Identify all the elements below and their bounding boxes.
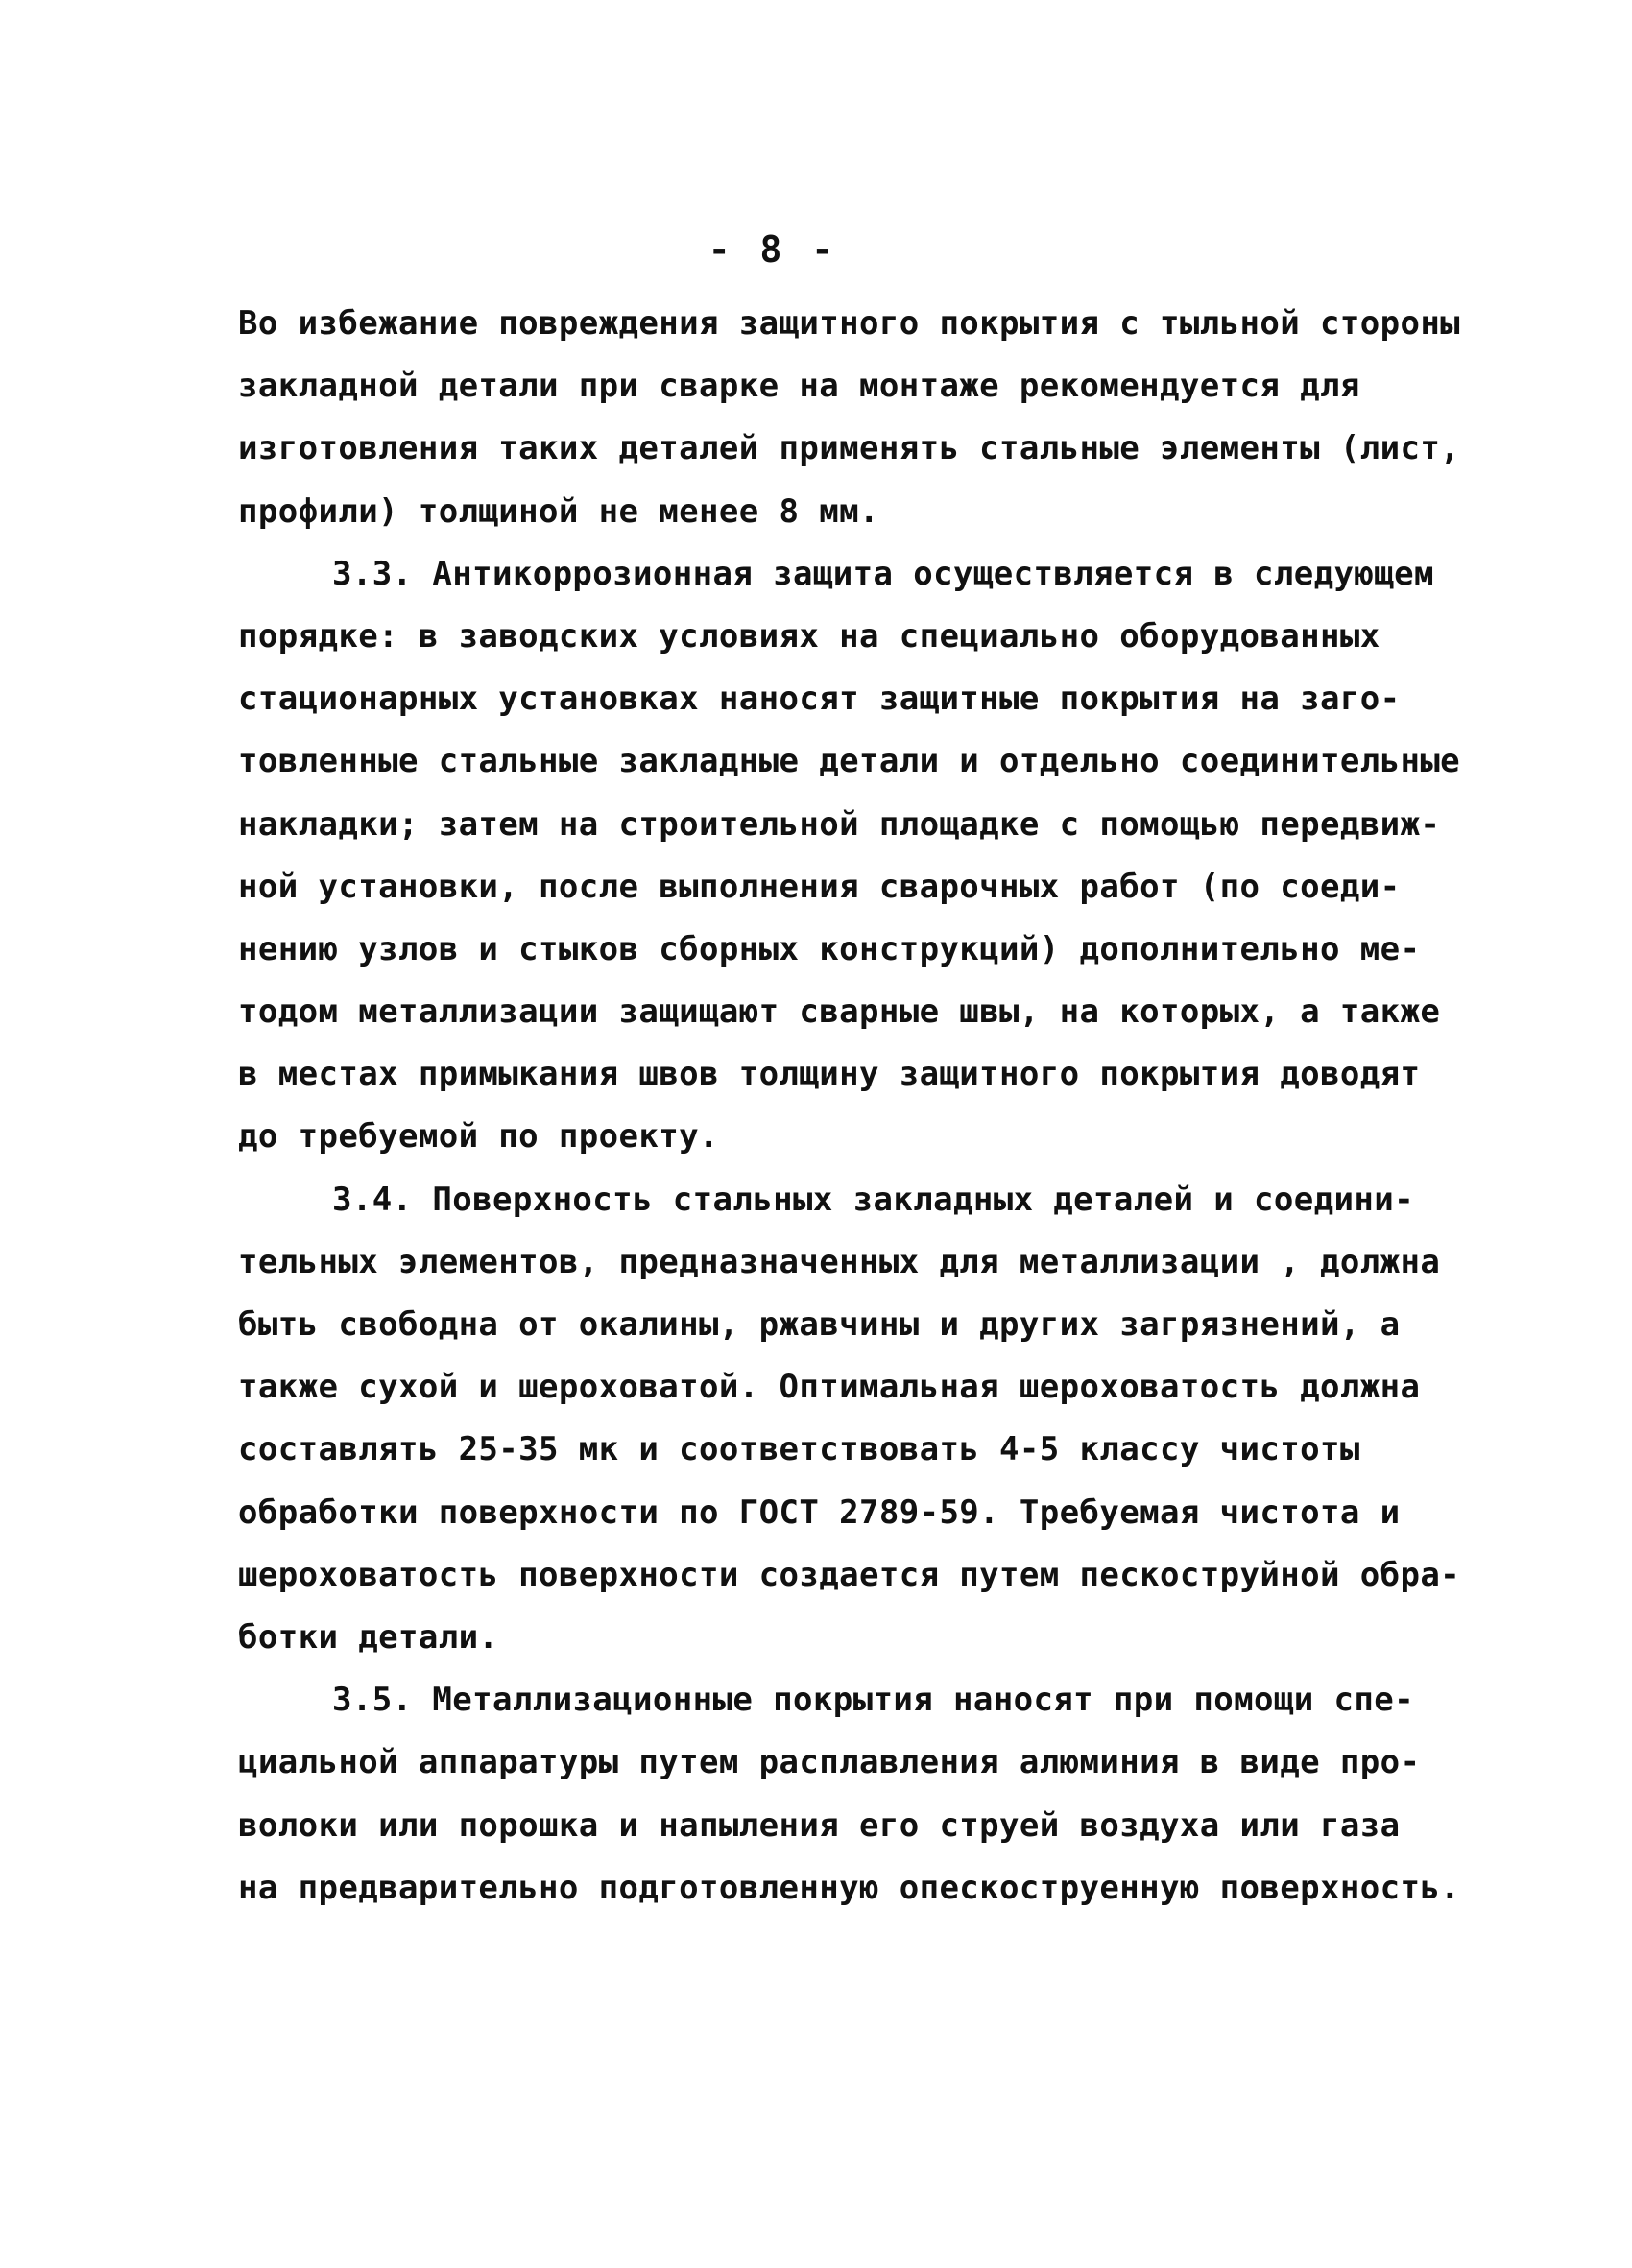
- text-line: тельных элементов, предназначенных для металлизации , должна: [238, 1242, 1441, 1281]
- text-line: быть свободна от окалины, ржавчины и других загрязнений, а: [238, 1305, 1401, 1344]
- text-line: циальной аппаратуры путем расплавления алюминия в виде про-: [238, 1743, 1421, 1782]
- text-line: ботки детали.: [238, 1617, 499, 1657]
- text-line: в местах примыкания швов толщину защитного покрытия доводят: [238, 1055, 1421, 1094]
- text-line: составлять 25-35 мк и соответствовать 4-5 классу чистоты: [238, 1430, 1360, 1469]
- section-3-4-first-line: 3.4. Поверхность стальных закладных деталей и соедини-: [332, 1180, 1414, 1219]
- text-line: ной установки, после выполнения сварочных работ (по соеди-: [238, 867, 1401, 906]
- section-3-5-first-line: 3.5. Металлизационные покрытия наносят при помощи спе-: [332, 1681, 1414, 1720]
- text-line: накладки; затем на строительной площадке с помощью передвиж-: [238, 804, 1441, 844]
- text-line: шероховатость поверхности создается путем пескоструйной обра-: [238, 1555, 1461, 1594]
- text-line: на предварительно подготовленную опескоструенную поверхность.: [238, 1868, 1461, 1907]
- section-3-3-first-line: 3.3. Антикоррозионная защита осуществляется в следующем: [332, 554, 1434, 593]
- page-number: - 8 -: [708, 228, 838, 271]
- text-line: закладной детали при сварке на монтаже рекомендуется для: [238, 367, 1360, 406]
- text-line: стационарных установках наносят защитные покрытия на заго-: [238, 680, 1401, 719]
- text-line: изготовления таких деталей применять стальные элементы (лист,: [238, 429, 1461, 468]
- body-text: [238, 293, 1461, 1920]
- text-line: тодом металлизации защищают сварные швы, на которых, а также: [238, 992, 1441, 1032]
- text-line: порядке: в заводских условиях на специально оборудованных: [238, 616, 1380, 656]
- text-line: нению узлов и стыков сборных конструкций) дополнительно ме-: [238, 929, 1421, 968]
- text-line: также сухой и шероховатой. Оптимальная шероховатость должна: [238, 1368, 1421, 1407]
- text-line: обработки поверхности по ГОСТ 2789-59. Требуемая чистота и: [238, 1492, 1401, 1532]
- text-line: товленные стальные закладные детали и отдельно соединительные: [238, 742, 1461, 781]
- text-line: волоки или порошка и напыления его струей воздуха или газа: [238, 1805, 1401, 1845]
- text-line: до требуемой по проекту.: [238, 1117, 719, 1157]
- text-line: Во избежание повреждения защитного покрытия с тыльной стороны: [238, 304, 1461, 343]
- text-line: профили) толщиной не менее 8 мм.: [238, 491, 879, 531]
